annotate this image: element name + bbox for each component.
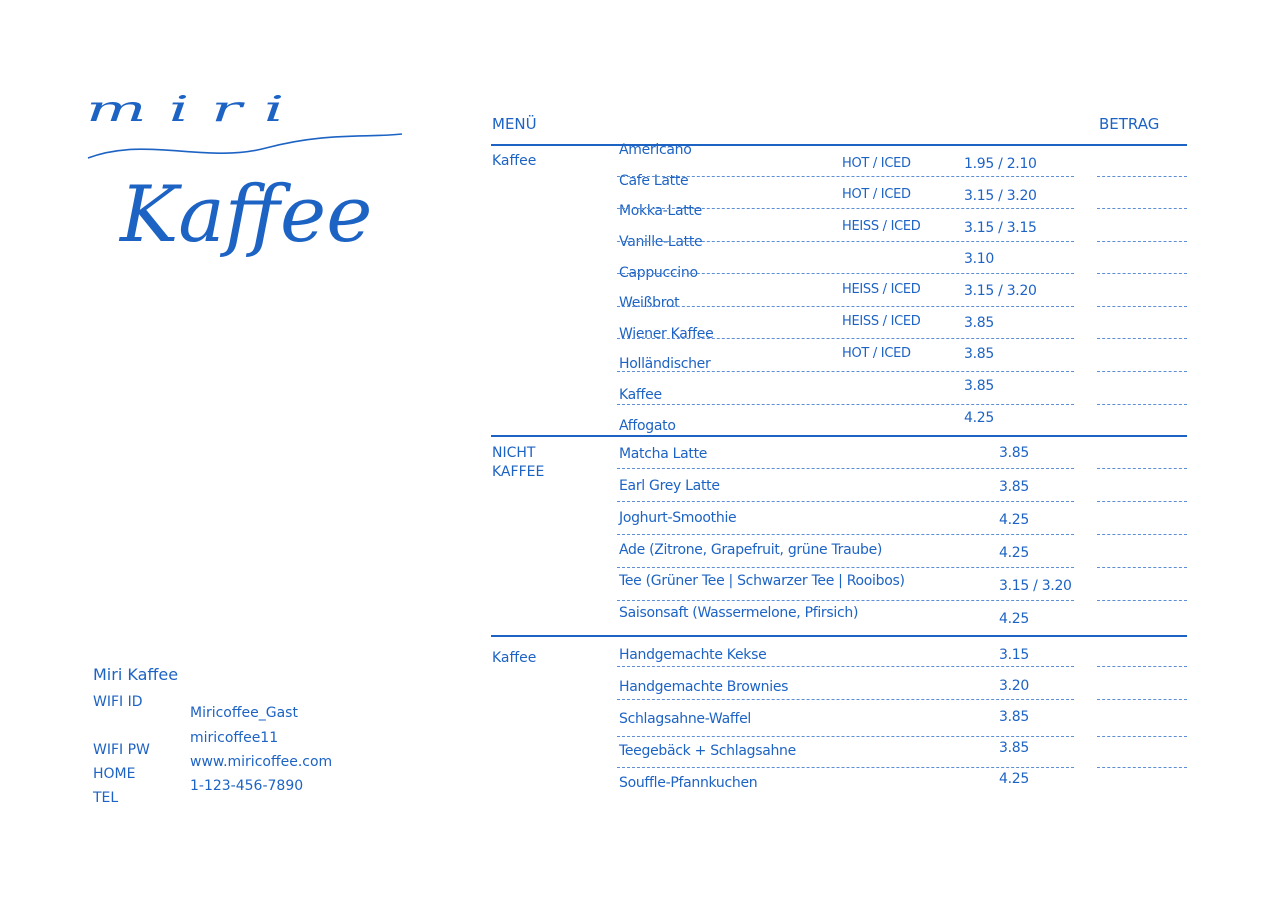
- menu-item: Cafe Latte: [619, 173, 689, 189]
- item-price: 3.20: [999, 678, 1029, 694]
- section-rule: [491, 635, 1187, 637]
- item-option: HEISS / ICED: [842, 219, 921, 234]
- label-wifi-pw: WIFI PW: [93, 742, 150, 758]
- menu-item: Teegebäck + Schlagsahne: [619, 743, 796, 759]
- item-price: 3.15: [999, 647, 1029, 663]
- menu-item: Earl Grey Latte: [619, 478, 720, 494]
- item-price: 3.15 / 3.20: [964, 283, 1037, 299]
- menu-header: MENÜ: [492, 115, 537, 133]
- item-price: 4.25: [999, 771, 1029, 787]
- category-nicht-kaffee-line2: KAFFEE: [492, 464, 545, 480]
- category-kaffee: Kaffee: [492, 153, 537, 169]
- info-title: Miri Kaffee: [93, 665, 179, 684]
- amount-blank: [1097, 468, 1187, 469]
- item-price: 3.15 / 3.15: [964, 220, 1037, 236]
- amount-blank: [1097, 501, 1187, 502]
- amount-header: BETRAG: [1099, 115, 1160, 133]
- item-price: 3.85: [999, 479, 1029, 495]
- amount-blank: [1097, 176, 1187, 177]
- item-price: 3.15 / 3.20: [999, 578, 1072, 594]
- row-divider: [617, 666, 1074, 667]
- item-price: 3.85: [964, 346, 994, 362]
- item-price: 3.85: [964, 315, 994, 331]
- menu-item: Americano: [619, 142, 692, 158]
- row-divider: [617, 371, 1074, 372]
- menu-item: Vanille-Latte: [619, 234, 703, 250]
- item-option: HOT / ICED: [842, 187, 911, 202]
- item-option: HOT / ICED: [842, 156, 911, 171]
- value-tel: 1-123-456-7890: [190, 778, 304, 794]
- item-price: 3.85: [999, 709, 1029, 725]
- item-price: 3.15 / 3.20: [964, 188, 1037, 204]
- row-divider: [617, 404, 1074, 405]
- row-divider: [617, 767, 1074, 768]
- row-divider: [617, 338, 1074, 339]
- item-price: 1.95 / 2.10: [964, 156, 1037, 172]
- row-divider: [617, 736, 1074, 737]
- category-kaffee-sweets: Kaffee: [492, 650, 537, 666]
- category-nicht-kaffee-line1: NICHT: [492, 445, 536, 461]
- row-divider: [617, 468, 1074, 469]
- amount-blank: [1097, 600, 1187, 601]
- menu-item: Mokka-Latte: [619, 203, 702, 219]
- header-rule: [491, 144, 1187, 146]
- item-option: HEISS / ICED: [842, 314, 921, 329]
- row-divider: [617, 241, 1074, 242]
- menu-item: Schlagsahne-Waffel: [619, 711, 752, 727]
- menu-item: Matcha Latte: [619, 446, 708, 462]
- amount-blank: [1097, 273, 1187, 274]
- amount-blank: [1097, 534, 1187, 535]
- item-price: 4.25: [999, 611, 1029, 627]
- amount-blank: [1097, 208, 1187, 209]
- value-wifi-id: Miricoffee_Gast: [190, 705, 298, 721]
- item-price: 3.85: [999, 740, 1029, 756]
- item-price: 4.25: [999, 512, 1029, 528]
- amount-blank: [1097, 767, 1187, 768]
- item-option: HEISS / ICED: [842, 282, 921, 297]
- menu-item: Handgemachte Brownies: [619, 679, 789, 695]
- amount-blank: [1097, 699, 1187, 700]
- amount-blank: [1097, 306, 1187, 307]
- section-rule: [491, 435, 1187, 437]
- amount-blank: [1097, 567, 1187, 568]
- item-option: HOT / ICED: [842, 346, 911, 361]
- amount-blank: [1097, 666, 1187, 667]
- menu-item: Affogato: [619, 418, 676, 434]
- value-home[interactable]: www.miricoffee.com: [190, 754, 333, 770]
- logo-kaffee-text: Kaffee: [120, 170, 373, 260]
- row-divider: [617, 273, 1074, 274]
- menu-item: Tee (Grüner Tee | Schwarzer Tee | Rooibos): [619, 573, 905, 589]
- logo-swash: [86, 128, 406, 168]
- row-divider: [617, 208, 1074, 209]
- row-divider: [617, 534, 1074, 535]
- row-divider: [617, 176, 1074, 177]
- item-price: 4.25: [964, 410, 994, 426]
- item-price: 3.85: [964, 378, 994, 394]
- label-wifi-id: WIFI ID: [93, 694, 143, 710]
- logo-miri-text: miri: [86, 89, 307, 130]
- menu-item: Saisonsaft (Wassermelone, Pfirsich): [619, 605, 859, 621]
- amount-blank: [1097, 404, 1187, 405]
- menu-item: Wiener Kaffee: [619, 326, 714, 342]
- item-price: 3.85: [999, 445, 1029, 461]
- menu-item: Joghurt-Smoothie: [619, 510, 737, 526]
- item-price: 3.10: [964, 251, 994, 267]
- row-divider: [617, 567, 1074, 568]
- menu-item: Holländischer: [619, 356, 711, 372]
- row-divider: [617, 306, 1074, 307]
- menu-item: Kaffee: [619, 387, 662, 403]
- label-home: HOME: [93, 766, 136, 782]
- menu-item: Cappuccino: [619, 265, 698, 281]
- menu-item: Handgemachte Kekse: [619, 647, 767, 663]
- amount-blank: [1097, 736, 1187, 737]
- amount-blank: [1097, 241, 1187, 242]
- amount-blank: [1097, 371, 1187, 372]
- amount-blank: [1097, 338, 1187, 339]
- value-wifi-pw: miricoffee11: [190, 730, 279, 746]
- label-tel: TEL: [93, 790, 119, 806]
- row-divider: [617, 600, 1074, 601]
- item-price: 4.25: [999, 545, 1029, 561]
- menu-item: Souffle-Pfannkuchen: [619, 775, 758, 791]
- row-divider: [617, 501, 1074, 502]
- menu-item: Ade (Zitrone, Grapefruit, grüne Traube): [619, 542, 883, 558]
- menu-item: Weißbrot: [619, 295, 680, 311]
- row-divider: [617, 699, 1074, 700]
